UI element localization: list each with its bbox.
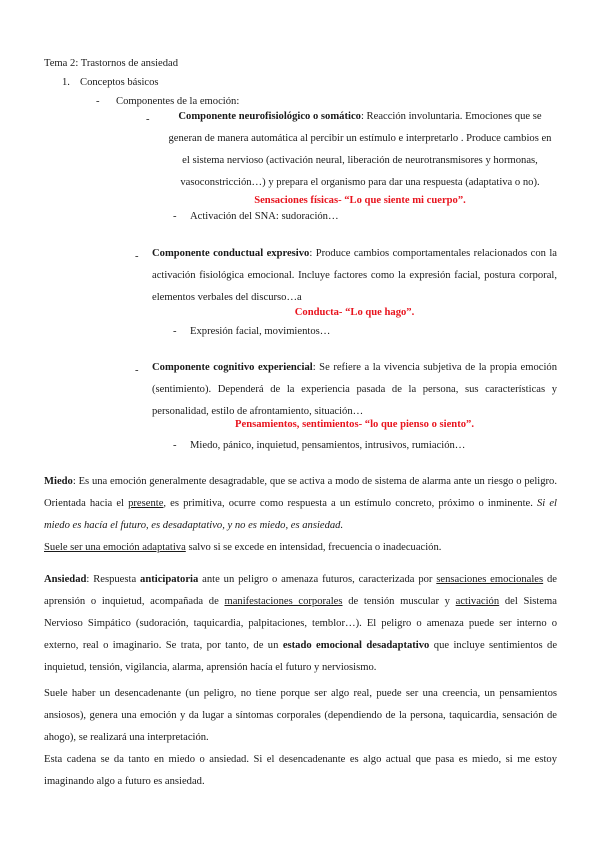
dash-bullet: - — [96, 96, 100, 107]
component-highlight: Sensaciones físicas- “Lo que siente mi cuerpo”. — [254, 195, 466, 206]
component-neurofisiologico — [164, 106, 556, 194]
subsection-title: Componentes de la emoción: — [116, 96, 240, 107]
section-number: 1. — [62, 77, 70, 88]
component-example: Expresión facial, movimientos… — [190, 326, 331, 337]
section-title: Conceptos básicos — [80, 77, 159, 88]
dash-bullet: - — [173, 211, 177, 222]
component-description: : Reacción involuntaria. Emociones que se generan de manera automática al percibir un estímulo e interpretarlo . Produce cambios en el sistema nervioso (activación neural, liberación de neurotransmisores y hormonas, vasoconstricción…) y prepara el organismo para dar una respuesta (adaptativa o no). — [168, 111, 552, 188]
ansiedad-term: Ansiedad — [44, 574, 87, 585]
component-highlight: Conducta- “Lo que hago”. — [294, 307, 415, 318]
miedo-italic-note: Si el miedo es hacía el futuro, es desadaptativo, y no es miedo, es ansiedad. — [44, 498, 557, 531]
component-highlight: Pensamientos, sentimientos- “lo que pienso o siento”. — [235, 419, 474, 430]
dash-bullet: - — [173, 440, 177, 451]
desencadenante-paragraph: Suele haber un desencadenante (un peligro, no tiene porque ser algo real, puede ser una creencia, un pensamientos ansiosos), genera una emoción y da lugar a síntomas corporales (dependiendo de la persona, taquicardia, sensación de ahogo), se realizará una interpretación. Esta cadena se da tanto en miedo o ansiedad. Si el desencadenante es algo actual que pasa es miedo, si me estoy imaginando algo a futuro es ansiedad. — [44, 688, 557, 787]
component-name: Componente conductual expresivo — [152, 248, 310, 259]
document-title: Tema 2: Trastornos de ansiedad — [44, 58, 179, 69]
dash-bullet: - — [135, 365, 139, 376]
component-conductual — [152, 243, 557, 309]
component-example: Miedo, pánico, inquietud, pensamientos, intrusivos, rumiación… — [190, 440, 466, 451]
component-name: Componente neurofisiológico o somático — [178, 111, 361, 122]
dash-bullet: - — [146, 114, 150, 125]
component-description: : Se refiere a la vivencia subjetiva de la propia emoción (sentimiento). Dependerá de la experiencia pasada de la persona, sus características y personalidad, estilo de afrontamiento, situación… — [152, 362, 557, 417]
miedo-term: Miedo — [44, 476, 73, 487]
adaptativa-underlined: Suele ser una emoción adaptativa — [44, 542, 186, 553]
component-description: : Produce cambios comportamentales relacionados con la activación fisiológica emocional. Incluye factores como la expresión facial, postura corporal, elementos verbales del discurso…a — [152, 248, 558, 303]
component-example: Activación del SNA: sudoración… — [190, 211, 339, 222]
dash-bullet: - — [135, 251, 139, 262]
miedo-definition: Miedo: Es una emoción generalmente desagradable, que se activa a modo de sistema de alarma ante un riesgo o peligro. Orientada hacia el presente, es primitiva, ocurre como respuesta a un estímulo concreto, próximo o inminente. Si el miedo es hacía el futuro, es desadaptativo, y no es miedo, es ansiedad. Suele ser una emoción adaptativa salvo si se excede en intensidad, frecuencia o inadecuación. — [44, 476, 557, 553]
presente-underlined: presente — [128, 498, 164, 509]
dash-bullet: - — [173, 326, 177, 337]
component-name: Componente cognitivo experiencial — [152, 362, 313, 373]
ansiedad-definition: Ansiedad: Respuesta anticipatoria ante un peligro o amenaza futuros, caracterizada por sensaciones emocionales de aprensión o inquietud, acompañada de manifestaciones corporales de tensión muscular y activación del Sistema Nervioso Simpático (sudoración, taquicardia, palpitaciones, temblor…). El peligro o amenaza puede ser interno o externo, real o imaginario. Se trata, por tanto, de un estado emocional desadaptativo que incluye sentimientos de inquietud, tensión, vigilancia, alarma, aprensión hacía el futuro y nerviosismo. — [44, 574, 558, 673]
